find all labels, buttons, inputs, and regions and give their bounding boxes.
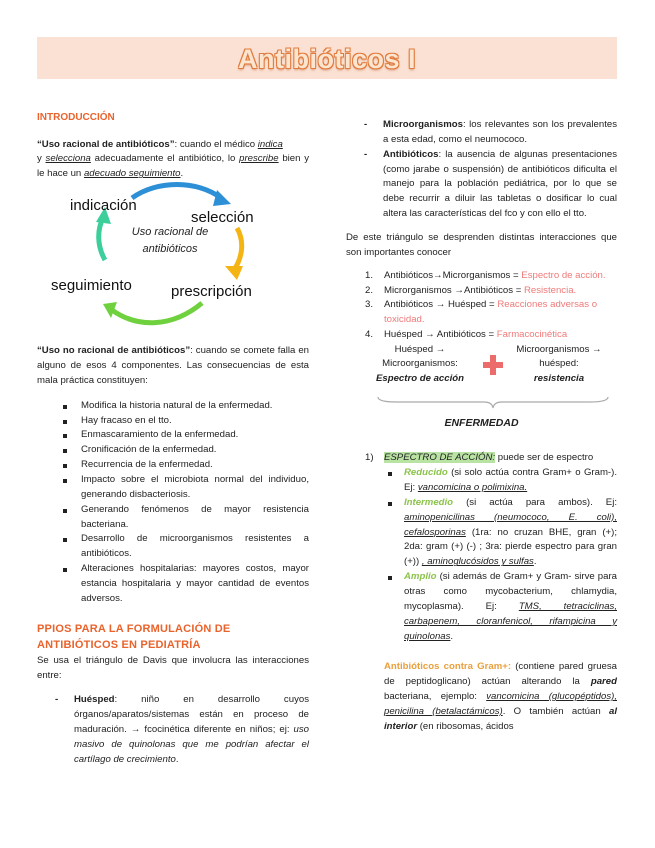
text: bien y le hace un	[37, 153, 309, 180]
left-column	[37, 110, 309, 768]
text: : cuando el médico	[174, 138, 258, 150]
word-interior: al interior	[384, 706, 617, 732]
list-item	[346, 298, 617, 328]
consequences-list	[37, 399, 309, 607]
num: 1)	[365, 452, 374, 464]
highlight: Reacciones adversas o toxicidad.	[384, 299, 598, 326]
list-item	[346, 269, 617, 284]
text: huésped:	[539, 358, 579, 370]
highlight: Espectro de acción.	[521, 269, 606, 281]
list-item: Recurrencia de la enfermedad.	[37, 458, 309, 473]
text: : niño en desarrollo cuyos órganos/aparatos/sistemas están en proceso de maduración. → fcocinética diferente en niños; ej:	[74, 694, 309, 736]
text: : los relevantes son los prevalentes a esta edad, como el neumococo.	[383, 119, 617, 145]
title-banner	[37, 37, 617, 79]
text: . O también actúan	[502, 706, 609, 718]
arrow-teal	[99, 218, 105, 260]
cycle-diagram	[37, 182, 309, 332]
tri-left	[360, 343, 480, 386]
highlight: Resistencia.	[523, 284, 577, 296]
term-huesped: Huésped	[74, 694, 115, 706]
enfermedad-label: ENFERMEDAD	[444, 417, 519, 430]
list-item	[346, 284, 617, 299]
intro-heading: INTRODUCCIÓN	[37, 112, 115, 123]
label-prescripcion: prescripción	[171, 283, 252, 301]
list-item	[346, 148, 617, 222]
text: y	[37, 153, 46, 165]
brace-icon	[376, 395, 611, 409]
text: : cuando se comete falla en alguno de esos 4 componentes. Las consecuencias de esta mala práctica constituyen:	[37, 345, 309, 386]
list-item	[346, 118, 617, 148]
text: Huésped → Antibióticos =	[384, 329, 497, 341]
text: (si solo actúa contra Gram+ o Gram-). Ej:	[404, 467, 617, 494]
example: uso masivo de quinolonas que me podrían afectar el cartílago de crecimiento	[74, 724, 309, 765]
word-adecuado: adecuado seguimiento	[83, 168, 181, 180]
noracional-paragraph	[37, 344, 309, 389]
diagram-center: Uso racional de antibióticos	[131, 226, 209, 255]
text: (si además de Gram+ y Gram- sirve para otras como mycobacterium, chlamydia, mycoplasma). Ej:	[404, 571, 617, 612]
ppios-intro: Se usa el triángulo de Davis que involucra las interacciones entre:	[37, 654, 309, 681]
tri-right	[504, 343, 614, 386]
text: (contiene pared gruesa de peptidoglicano) actúan alterando la	[384, 661, 617, 688]
text: adecuadamente el antibiótico, lo	[90, 153, 240, 165]
list-item: Impacto sobre el microbiota normal del individuo, generando disbacteriosis.	[37, 473, 309, 503]
triangle-intro: De este triángulo se desprenden distintas interacciones que son importantes conocer	[346, 232, 617, 258]
list-item	[37, 693, 309, 767]
label-indicacion: indicación	[70, 197, 137, 215]
list-item: Generando fenómenos de mayor resistencia bacteriana.	[37, 503, 309, 533]
term-gram: Antibióticos contra Gram+:	[384, 661, 512, 673]
text: Microrganismos →Antibióticos =	[384, 284, 524, 296]
text: puede ser de espectro	[495, 452, 594, 464]
highlight: Farmacocinética	[496, 329, 568, 341]
list-item	[364, 496, 617, 570]
text: .	[180, 168, 184, 180]
davis-list-right	[346, 118, 617, 222]
interactions-list	[346, 269, 617, 343]
text: Espectro de acción	[376, 372, 464, 384]
word-selecciona: selecciona	[45, 153, 91, 165]
right-column	[346, 118, 617, 735]
spectrum-heading	[346, 451, 617, 466]
num: 4.	[365, 329, 374, 341]
list-item	[364, 570, 617, 644]
example: aminopenicilinas (neumococo, E. coli), cefalosporinas	[404, 511, 617, 538]
label-seleccion: selección	[191, 209, 254, 227]
num: 3.	[365, 299, 374, 311]
davis-list-left	[37, 693, 309, 767]
list-item: Hay fracaso en el tto.	[37, 414, 309, 429]
term-intermedio: Intermedio	[404, 496, 454, 508]
list-item: Enmascaramiento de la enfermedad.	[37, 428, 309, 443]
word-indica: indica	[257, 138, 283, 150]
text: (1ra: no cruzan BHE, gran (+); 2da: gram (+) (-) ; 3ra: pierde espectro para gran (+))	[404, 526, 617, 568]
spectrum-list	[364, 466, 617, 644]
list-item: Cronificación de la enfermedad.	[37, 443, 309, 458]
term-reducido: Reducido	[404, 467, 448, 479]
list-item	[346, 328, 617, 343]
term-micro: Microorganismos	[383, 119, 463, 130]
list-item: Modifica la historia natural de la enfermedad.	[37, 399, 309, 414]
text: (si actúa para ambos). Ej:	[453, 496, 617, 508]
arrow-green	[112, 303, 202, 323]
text: Antibióticos→Microrganismos =	[384, 269, 522, 281]
example: , aminoglucósidos y sulfas	[421, 556, 534, 568]
text: Huésped →	[394, 344, 446, 356]
label-seguimiento: seguimiento	[51, 277, 132, 295]
num: 2.	[365, 284, 374, 296]
text: resistencia	[533, 372, 585, 384]
gram-paragraph	[346, 660, 617, 734]
text: Microorganismos:	[382, 358, 458, 370]
num: 1.	[365, 269, 374, 281]
text: .	[533, 556, 537, 568]
plus-icon	[483, 355, 503, 375]
arrow-blue	[132, 185, 221, 199]
arrow-yellow	[234, 228, 242, 270]
text: .	[175, 753, 179, 765]
example: vancomicina (glucopéptidos), penicilina (betalactámicos)	[384, 691, 617, 718]
term-amplio: Amplio	[404, 571, 437, 583]
triangle-summary	[346, 343, 617, 405]
term-racional: “Uso racional de antibióticos”	[37, 138, 175, 150]
example: TMS, tetraciclinas, carbapenem, cloranfenicol, rifampicina y quinolonas	[404, 600, 617, 642]
list-item: Desarrollo de microorganismos resistentes a antibióticos.	[37, 532, 309, 562]
page-title: Antibióticos I	[238, 44, 416, 74]
list-item: Alteraciones hospitalarias: mayores costos, mayor estancia hospitalaria y mayor cantidad de eventos adversos.	[37, 562, 309, 607]
arrow-yellow-head	[225, 266, 243, 280]
word-pared: pared	[590, 676, 617, 688]
term-noracional: “Uso no racional de antibióticos”	[37, 345, 191, 357]
text: bacteriana, ejemplo:	[384, 691, 487, 703]
intro-paragraph	[37, 138, 309, 183]
term-anti: Antibióticos	[383, 148, 439, 160]
text: .	[450, 630, 454, 642]
list-item	[364, 466, 617, 496]
example: vancomicina o polimixina.	[417, 482, 528, 494]
text: Antibióticos → Huésped =	[384, 299, 498, 311]
text: : la ausencia de algunas presentaciones (como jarabe o suspensión) de antibióticos dificulta el manejo para la población pediátrica, por lo que se debe recurrir a diluir las tabletas o dosificar lo cual altera las características del fco y con ello el tto.	[383, 148, 617, 220]
ppios-heading: PPIOS PARA LA FORMULACIÓN DE ANTIBIÓTICOS EN PEDIATRÍA	[37, 622, 231, 652]
word-prescribe: prescribe	[239, 153, 279, 165]
text: (en ribosomas, ácidos	[417, 720, 514, 732]
highlight: ESPECTRO DE ACCIÓN:	[384, 452, 496, 464]
text: Microorganismos →	[516, 344, 602, 356]
